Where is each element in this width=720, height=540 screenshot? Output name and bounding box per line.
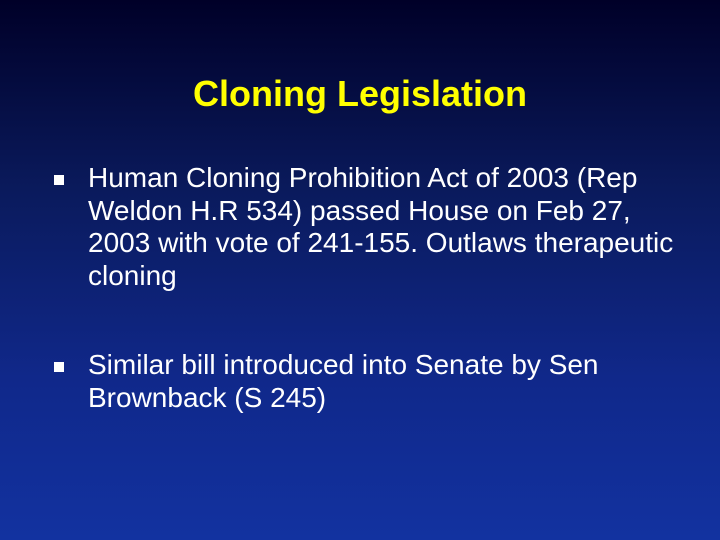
slide-title: Cloning Legislation	[193, 73, 527, 114]
bullet-text: Human Cloning Prohibition Act of 2003 (Rep Weldon H.R 534) passed House on Feb 27, 2003 with vote of 241-155. Outlaws therapeutic cloning	[88, 162, 674, 291]
bullet-item	[54, 349, 674, 414]
bullet-item	[54, 162, 674, 292]
bullet-text: Similar bill introduced into Senate by Sen Brownback (S 245)	[88, 349, 599, 413]
square-bullet-icon	[54, 362, 64, 372]
bullet-list	[54, 162, 674, 414]
square-bullet-icon	[54, 175, 64, 185]
